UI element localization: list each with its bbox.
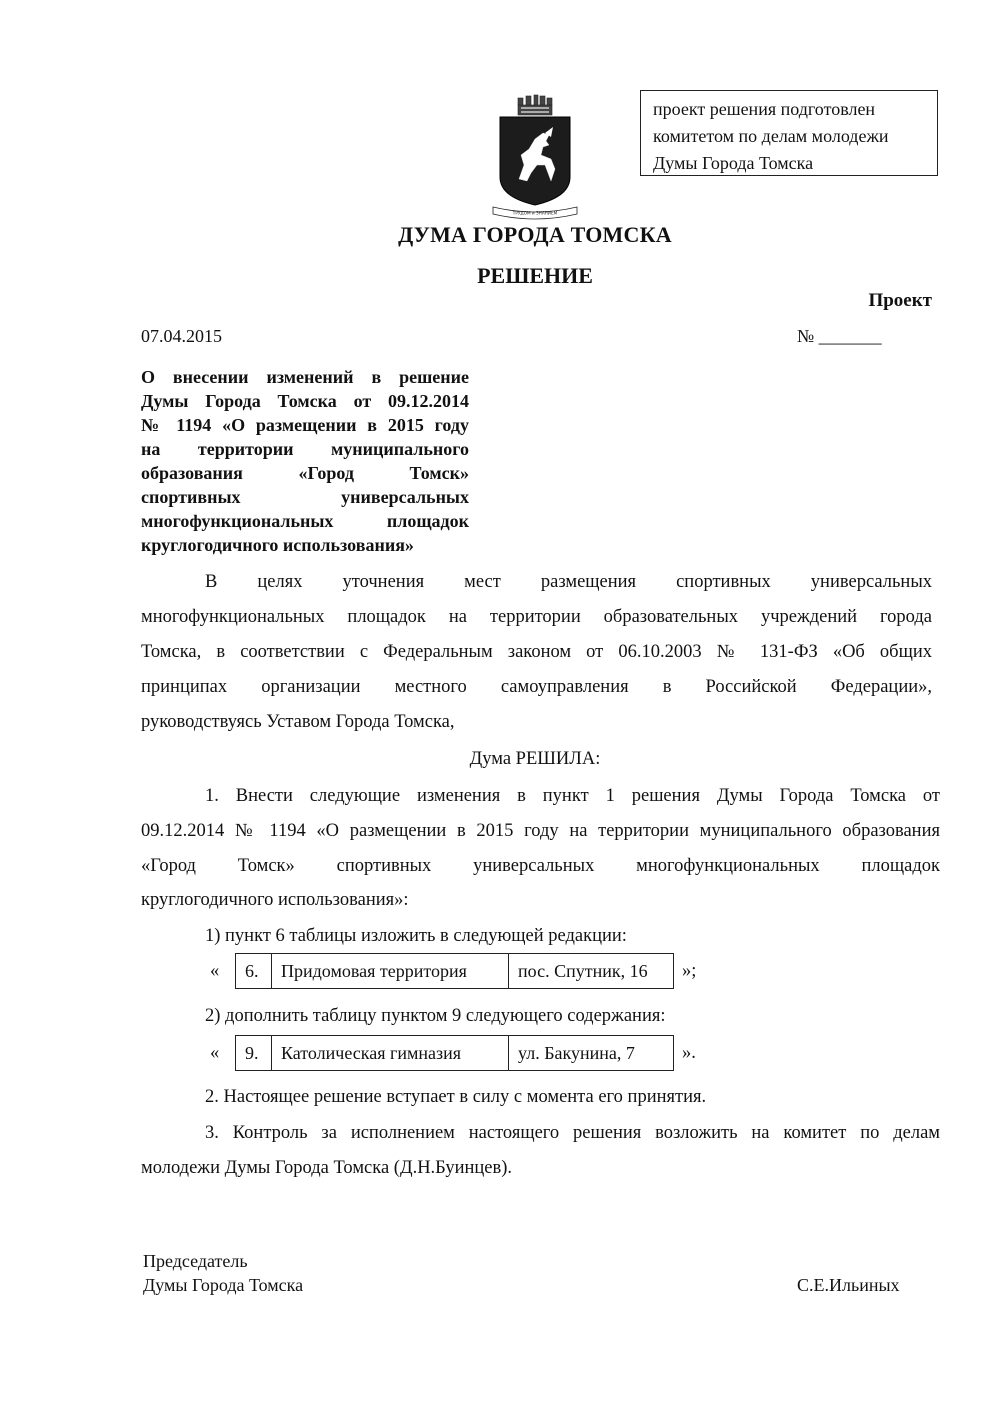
item-1-line: «Город Томск» спортивных универсальных многофункциональных площадок: [141, 856, 940, 876]
prepared-by-note: [640, 90, 938, 176]
row-1-open-quote: «: [210, 961, 220, 981]
table-row-6: [235, 953, 674, 989]
item-3-line: молодежи Думы Города Томска (Д.Н.Буинцев).: [141, 1158, 513, 1178]
subject-line: Думы Города Томска от 09.12.2014: [141, 391, 469, 411]
preamble-line: принципах организации местного самоуправления в Российской Федерации»,: [141, 677, 932, 697]
signature-title: [143, 1249, 303, 1297]
row-name: Католическая гимназия: [272, 1036, 509, 1071]
item-1-line: 1. Внести следующие изменения в пункт 1 решения Думы Города Томска от: [205, 786, 940, 806]
project-label: Проект: [868, 290, 932, 311]
item-1-sub-1: 1) пункт 6 таблицы изложить в следующей редакции:: [205, 926, 627, 946]
subject-line: № 1194 «О размещении в 2015 году: [141, 415, 469, 435]
row-address: пос. Спутник, 16: [509, 954, 674, 989]
subject-line: спортивных универсальных: [141, 487, 469, 507]
row-2-open-quote: «: [210, 1043, 220, 1063]
svg-text:ТРУДОМ и ЗНАНИЕМ: ТРУДОМ и ЗНАНИЕМ: [512, 210, 558, 216]
item-2: 2. Настоящее решение вступает в силу с момента его принятия.: [205, 1087, 707, 1107]
decision-subject: [141, 365, 469, 557]
note-line: проект решения подготовлен: [653, 99, 876, 119]
tomsk-coat-of-arms-icon: [491, 93, 579, 223]
preamble-line: многофункциональных площадок на территории образовательных учреждений города: [141, 607, 932, 627]
note-line: комитетом по делам молодежи: [653, 126, 889, 146]
preamble-line: В целях уточнения мест размещения спортивных универсальных: [205, 572, 932, 592]
subject-line: образования «Город Томск»: [141, 463, 469, 483]
subject-line: на территории муниципального: [141, 439, 469, 459]
preamble-line: Томска, в соответствии с Федеральным законом от 06.10.2003 № 131-ФЗ «Об общих: [141, 642, 932, 662]
duma-title: ДУМА ГОРОДА ТОМСКА: [398, 222, 672, 247]
subject-line: О внесении изменений в решение: [141, 367, 469, 387]
decision-date: 07.04.2015: [141, 326, 222, 346]
item-1-sub-2: 2) дополнить таблицу пунктом 9 следующего содержания:: [205, 1006, 666, 1026]
decision-title: РЕШЕНИЕ: [477, 263, 593, 288]
subject-line: круглогодичного использования»: [141, 535, 414, 555]
row-number: 6.: [236, 954, 272, 989]
row-number: 9.: [236, 1036, 272, 1071]
note-line: Думы Города Томска: [653, 153, 814, 173]
table-row-9: [235, 1035, 674, 1071]
row-name: Придомовая территория: [272, 954, 509, 989]
preamble-line: руководствуясь Уставом Города Томска,: [141, 712, 455, 732]
item-1-line: круглогодичного использования»:: [141, 890, 409, 910]
signature-title-line: Думы Города Томска: [143, 1275, 304, 1295]
item-3-line: 3. Контроль за исполнением настоящего решения возложить на комитет по делам: [205, 1123, 940, 1143]
row-address: ул. Бакунина, 7: [509, 1036, 674, 1071]
resolved-heading: Дума РЕШИЛА:: [469, 749, 601, 769]
subject-line: многофункциональных площадок: [141, 511, 469, 531]
signature-title-line: Председатель: [143, 1251, 248, 1271]
item-1-line: 09.12.2014 № 1194 «О размещении в 2015 году на территории муниципального образования: [141, 821, 940, 841]
row-1-close-quote: »;: [682, 961, 697, 981]
row-2-close-quote: ».: [682, 1043, 696, 1063]
decision-number: № _______: [797, 326, 882, 346]
signatory-name: С.Е.Ильиных: [797, 1275, 900, 1295]
